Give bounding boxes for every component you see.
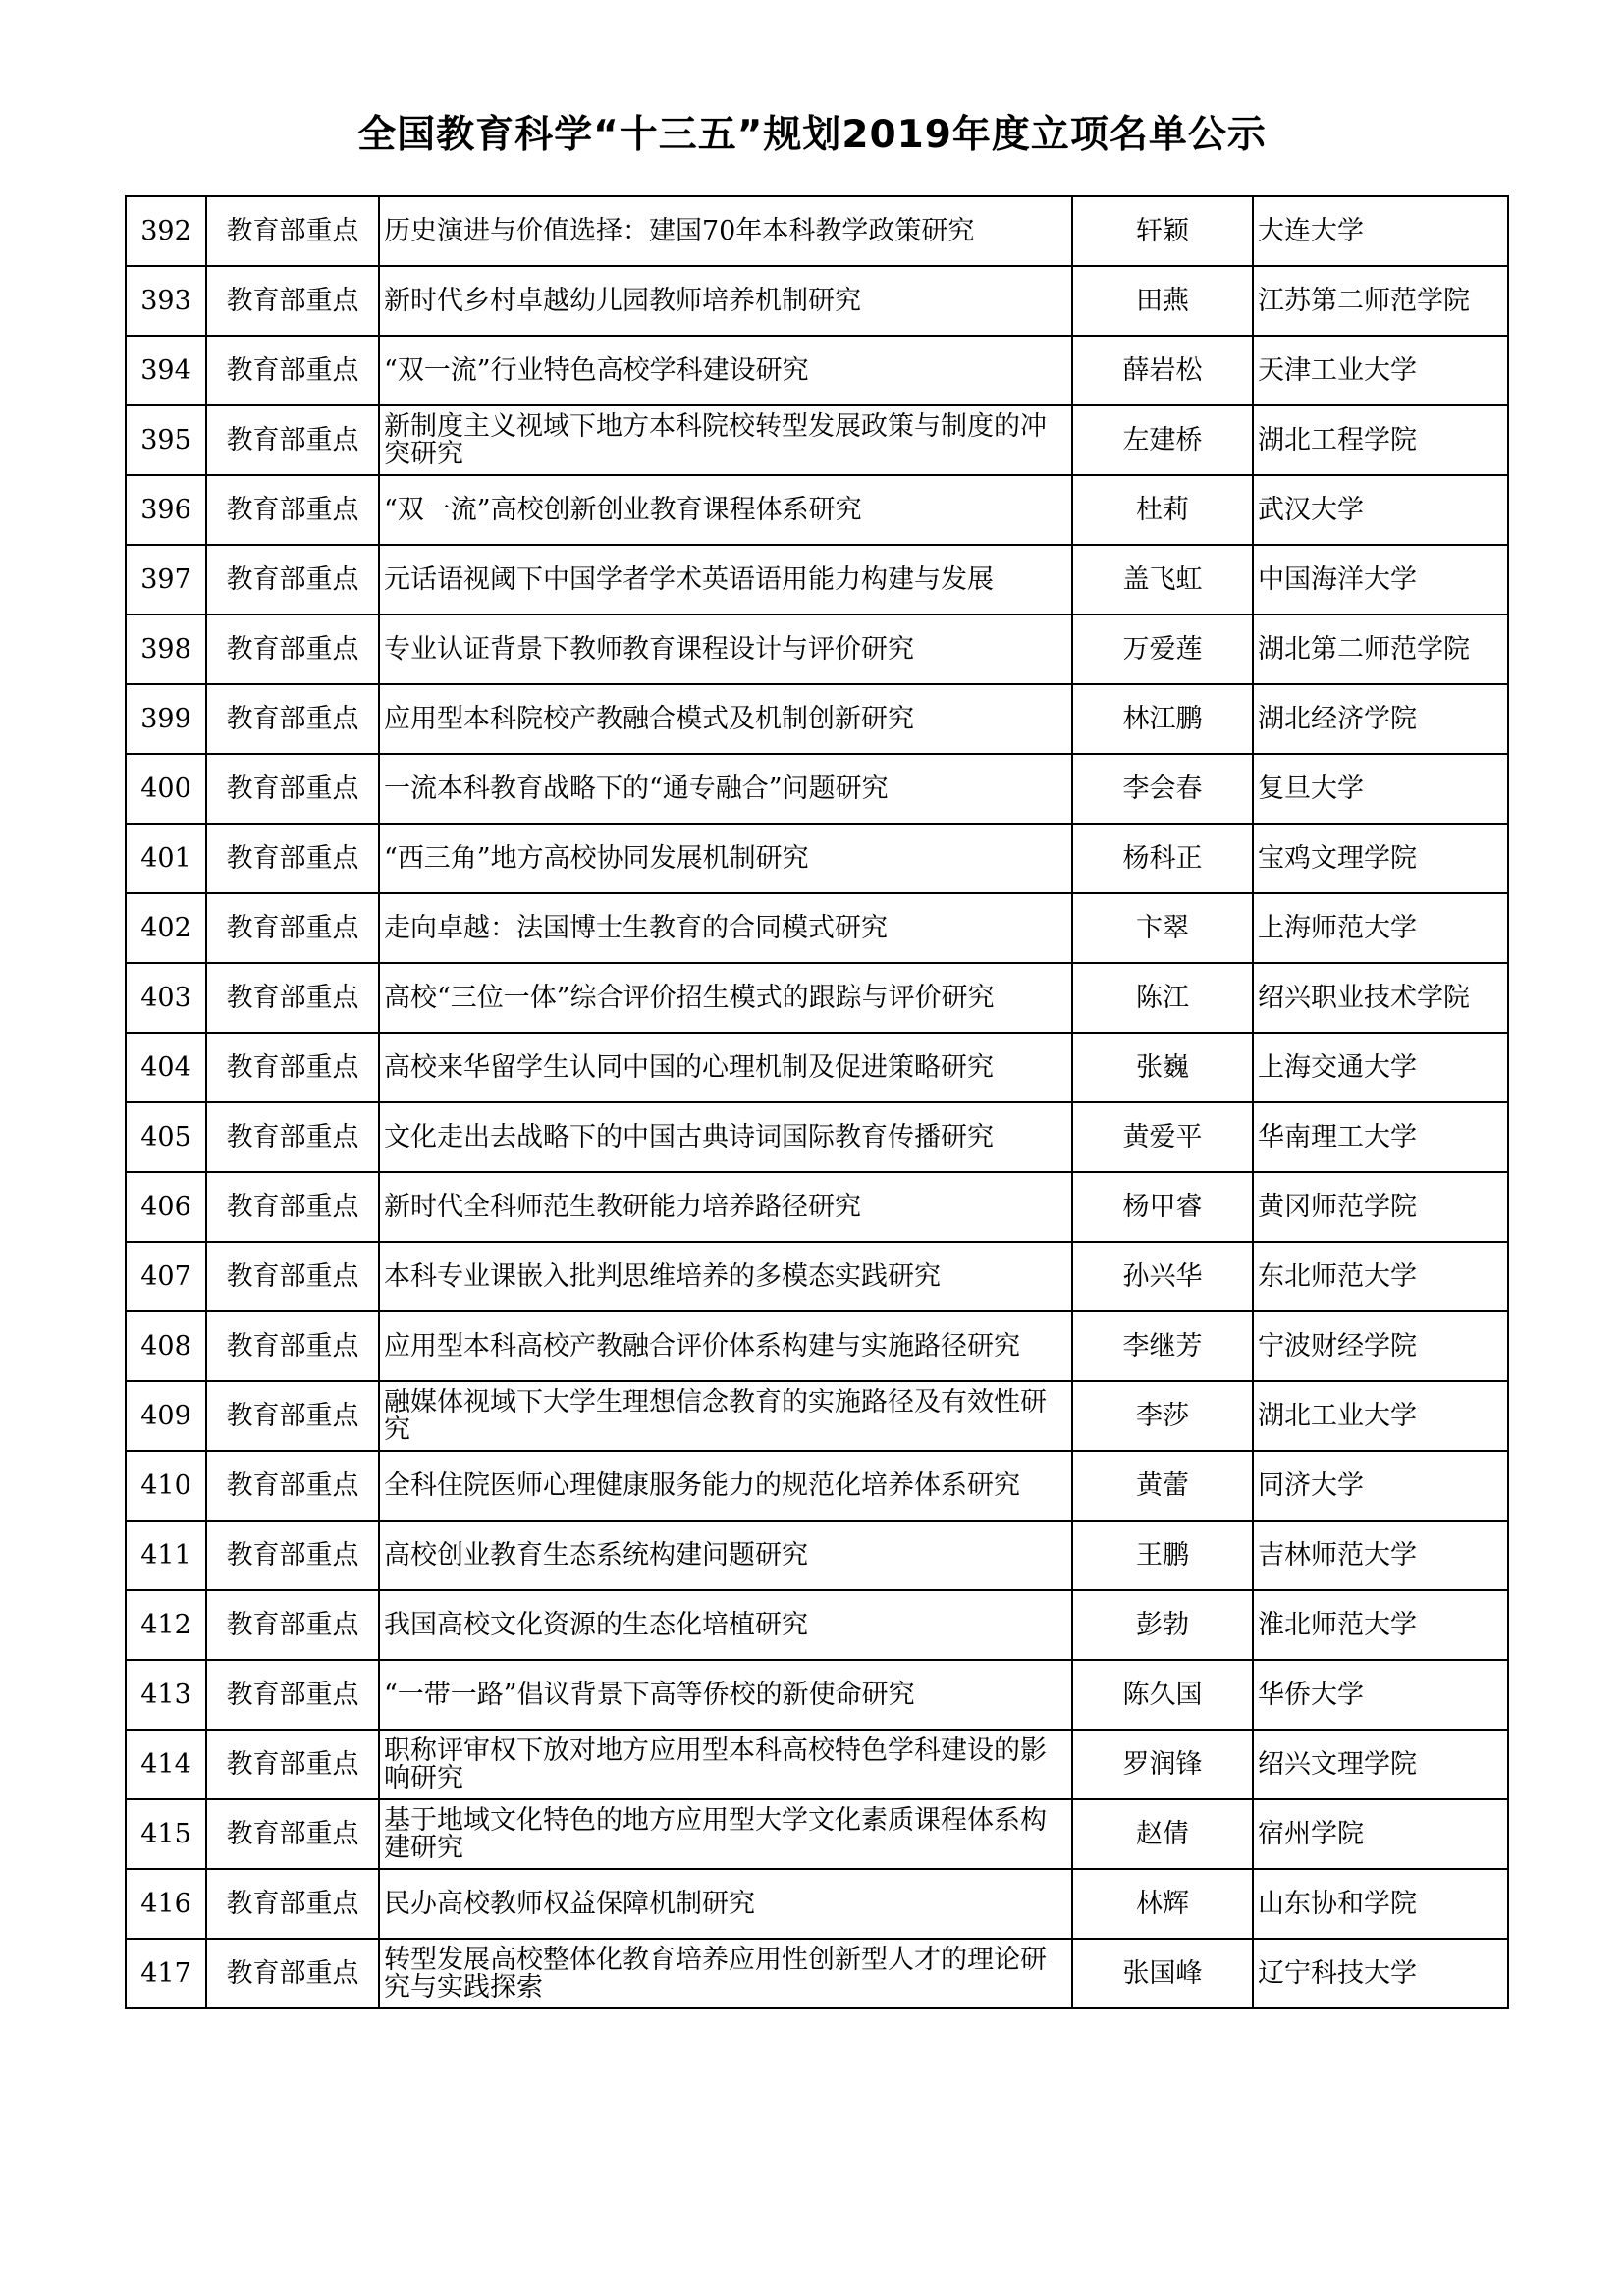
project-title: 新制度主义视域下地方本科院校转型发展政策与制度的冲突研究 [379, 405, 1072, 475]
project-category: 教育部重点 [206, 1660, 379, 1730]
table-row [126, 1521, 1508, 1590]
project-title: 新时代全科师范生教研能力培养路径研究 [379, 1172, 1072, 1242]
institution-name: 山东协和学院 [1253, 1869, 1508, 1939]
project-category: 教育部重点 [206, 1730, 379, 1799]
project-number: 416 [126, 1869, 206, 1939]
principal-name: 杨甲睿 [1072, 1172, 1253, 1242]
project-number: 403 [126, 963, 206, 1033]
principal-name: 轩颖 [1072, 196, 1253, 266]
project-number: 405 [126, 1102, 206, 1172]
table-row [126, 684, 1508, 754]
project-title: 全科住院医师心理健康服务能力的规范化培养体系研究 [379, 1451, 1072, 1521]
table-row [126, 405, 1508, 475]
project-category: 教育部重点 [206, 754, 379, 824]
principal-name: 杜莉 [1072, 475, 1253, 545]
project-number: 395 [126, 405, 206, 475]
principal-name: 彭勃 [1072, 1590, 1253, 1660]
project-title: “西三角”地方高校协同发展机制研究 [379, 824, 1072, 893]
table-row [126, 614, 1508, 684]
table-row [126, 196, 1508, 266]
project-category: 教育部重点 [206, 1939, 379, 2008]
project-title: “一带一路”倡议背景下高等侨校的新使命研究 [379, 1660, 1072, 1730]
project-number: 400 [126, 754, 206, 824]
institution-name: 宁波财经学院 [1253, 1311, 1508, 1381]
project-title: 我国高校文化资源的生态化培植研究 [379, 1590, 1072, 1660]
table-row [126, 1033, 1508, 1102]
principal-name: 张国峰 [1072, 1939, 1253, 2008]
project-category: 教育部重点 [206, 1590, 379, 1660]
project-title: 民办高校教师权益保障机制研究 [379, 1869, 1072, 1939]
project-number: 393 [126, 266, 206, 336]
institution-name: 湖北工业大学 [1253, 1381, 1508, 1451]
table-row [126, 1242, 1508, 1311]
principal-name: 卞翠 [1072, 893, 1253, 963]
project-number: 407 [126, 1242, 206, 1311]
institution-name: 绍兴文理学院 [1253, 1730, 1508, 1799]
principal-name: 赵倩 [1072, 1799, 1253, 1869]
project-category: 教育部重点 [206, 1242, 379, 1311]
table-row [126, 893, 1508, 963]
project-number: 399 [126, 684, 206, 754]
project-title: 本科专业课嵌入批判思维培养的多模态实践研究 [379, 1242, 1072, 1311]
project-category: 教育部重点 [206, 475, 379, 545]
table-row [126, 1660, 1508, 1730]
table-row [126, 475, 1508, 545]
project-number: 404 [126, 1033, 206, 1102]
institution-name: 吉林师范大学 [1253, 1521, 1508, 1590]
project-title: 元话语视阈下中国学者学术英语语用能力构建与发展 [379, 545, 1072, 614]
project-category: 教育部重点 [206, 405, 379, 475]
institution-name: 华侨大学 [1253, 1660, 1508, 1730]
project-category: 教育部重点 [206, 684, 379, 754]
project-category: 教育部重点 [206, 266, 379, 336]
principal-name: 罗润锋 [1072, 1730, 1253, 1799]
institution-name: 天津工业大学 [1253, 336, 1508, 405]
project-category: 教育部重点 [206, 1033, 379, 1102]
project-number: 415 [126, 1799, 206, 1869]
table-row [126, 545, 1508, 614]
institution-name: 武汉大学 [1253, 475, 1508, 545]
principal-name: 林江鹏 [1072, 684, 1253, 754]
table-row [126, 963, 1508, 1033]
institution-name: 同济大学 [1253, 1451, 1508, 1521]
institution-name: 复旦大学 [1253, 754, 1508, 824]
principal-name: 王鹏 [1072, 1521, 1253, 1590]
institution-name: 上海交通大学 [1253, 1033, 1508, 1102]
project-category: 教育部重点 [206, 1521, 379, 1590]
table-row [126, 266, 1508, 336]
project-title: 应用型本科院校产教融合模式及机制创新研究 [379, 684, 1072, 754]
institution-name: 淮北师范大学 [1253, 1590, 1508, 1660]
table-row [126, 1381, 1508, 1451]
project-title: 历史演进与价值选择：建国70年本科教学政策研究 [379, 196, 1072, 266]
table-row [126, 1102, 1508, 1172]
institution-name: 宝鸡文理学院 [1253, 824, 1508, 893]
project-title: 转型发展高校整体化教育培养应用性创新型人才的理论研究与实践探索 [379, 1939, 1072, 2008]
principal-name: 林辉 [1072, 1869, 1253, 1939]
project-category: 教育部重点 [206, 336, 379, 405]
principal-name: 李会春 [1072, 754, 1253, 824]
project-title: 文化走出去战略下的中国古典诗词国际教育传播研究 [379, 1102, 1072, 1172]
table-row [126, 1590, 1508, 1660]
project-category: 教育部重点 [206, 824, 379, 893]
project-category: 教育部重点 [206, 1799, 379, 1869]
principal-name: 李继芳 [1072, 1311, 1253, 1381]
project-title: 高校“三位一体”综合评价招生模式的跟踪与评价研究 [379, 963, 1072, 1033]
project-number: 417 [126, 1939, 206, 2008]
project-number: 409 [126, 1381, 206, 1451]
project-title: 高校创业教育生态系统构建问题研究 [379, 1521, 1072, 1590]
project-number: 411 [126, 1521, 206, 1590]
table-row [126, 1451, 1508, 1521]
page-title: 全国教育科学“十三五”规划2019年度立项名单公示 [357, 113, 1267, 157]
project-number: 396 [126, 475, 206, 545]
project-category: 教育部重点 [206, 1172, 379, 1242]
project-title: “双一流”行业特色高校学科建设研究 [379, 336, 1072, 405]
project-title: 一流本科教育战略下的“通专融合”问题研究 [379, 754, 1072, 824]
project-number: 406 [126, 1172, 206, 1242]
project-category: 教育部重点 [206, 614, 379, 684]
project-list-table [125, 195, 1509, 2009]
institution-name: 大连大学 [1253, 196, 1508, 266]
project-title: 融媒体视域下大学生理想信念教育的实施路径及有效性研究 [379, 1381, 1072, 1451]
principal-name: 盖飞虹 [1072, 545, 1253, 614]
institution-name: 湖北第二师范学院 [1253, 614, 1508, 684]
project-number: 398 [126, 614, 206, 684]
institution-name: 中国海洋大学 [1253, 545, 1508, 614]
project-number: 413 [126, 1660, 206, 1730]
principal-name: 黄蕾 [1072, 1451, 1253, 1521]
project-category: 教育部重点 [206, 1869, 379, 1939]
table-row [126, 1939, 1508, 2008]
table-row [126, 824, 1508, 893]
project-number: 401 [126, 824, 206, 893]
principal-name: 左建桥 [1072, 405, 1253, 475]
institution-name: 江苏第二师范学院 [1253, 266, 1508, 336]
institution-name: 上海师范大学 [1253, 893, 1508, 963]
project-title: 基于地域文化特色的地方应用型大学文化素质课程体系构建研究 [379, 1799, 1072, 1869]
project-category: 教育部重点 [206, 545, 379, 614]
project-title: 应用型本科高校产教融合评价体系构建与实施路径研究 [379, 1311, 1072, 1381]
project-number: 397 [126, 545, 206, 614]
project-category: 教育部重点 [206, 1102, 379, 1172]
project-category: 教育部重点 [206, 1451, 379, 1521]
institution-name: 宿州学院 [1253, 1799, 1508, 1869]
project-number: 394 [126, 336, 206, 405]
institution-name: 华南理工大学 [1253, 1102, 1508, 1172]
institution-name: 辽宁科技大学 [1253, 1939, 1508, 2008]
institution-name: 黄冈师范学院 [1253, 1172, 1508, 1242]
project-title: 新时代乡村卓越幼儿园教师培养机制研究 [379, 266, 1072, 336]
principal-name: 薛岩松 [1072, 336, 1253, 405]
project-category: 教育部重点 [206, 963, 379, 1033]
principal-name: 万爱莲 [1072, 614, 1253, 684]
principal-name: 李莎 [1072, 1381, 1253, 1451]
institution-name: 湖北经济学院 [1253, 684, 1508, 754]
project-category: 教育部重点 [206, 893, 379, 963]
principal-name: 杨科正 [1072, 824, 1253, 893]
project-title: 专业认证背景下教师教育课程设计与评价研究 [379, 614, 1072, 684]
principal-name: 田燕 [1072, 266, 1253, 336]
principal-name: 黄爱平 [1072, 1102, 1253, 1172]
project-number: 412 [126, 1590, 206, 1660]
institution-name: 湖北工程学院 [1253, 405, 1508, 475]
project-title: 职称评审权下放对地方应用型本科高校特色学科建设的影响研究 [379, 1730, 1072, 1799]
principal-name: 张巍 [1072, 1033, 1253, 1102]
table-row [126, 1869, 1508, 1939]
table-row [126, 1311, 1508, 1381]
project-number: 408 [126, 1311, 206, 1381]
table-row [126, 336, 1508, 405]
project-number: 402 [126, 893, 206, 963]
principal-name: 陈久国 [1072, 1660, 1253, 1730]
project-category: 教育部重点 [206, 1311, 379, 1381]
table-row [126, 1172, 1508, 1242]
table-row [126, 1730, 1508, 1799]
project-title: “双一流”高校创新创业教育课程体系研究 [379, 475, 1072, 545]
project-list-body [126, 196, 1508, 2008]
project-category: 教育部重点 [206, 1381, 379, 1451]
project-number: 410 [126, 1451, 206, 1521]
table-row [126, 1799, 1508, 1869]
principal-name: 孙兴华 [1072, 1242, 1253, 1311]
table-row [126, 754, 1508, 824]
project-category: 教育部重点 [206, 196, 379, 266]
project-number: 392 [126, 196, 206, 266]
project-title: 高校来华留学生认同中国的心理机制及促进策略研究 [379, 1033, 1072, 1102]
institution-name: 绍兴职业技术学院 [1253, 963, 1508, 1033]
project-title: 走向卓越：法国博士生教育的合同模式研究 [379, 893, 1072, 963]
institution-name: 东北师范大学 [1253, 1242, 1508, 1311]
project-number: 414 [126, 1730, 206, 1799]
principal-name: 陈江 [1072, 963, 1253, 1033]
